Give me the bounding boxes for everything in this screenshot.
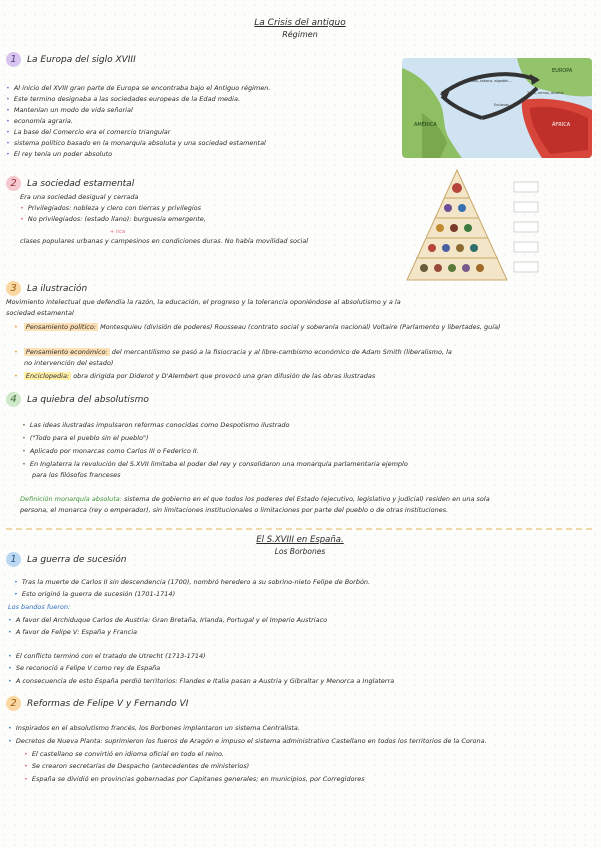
s3-item-3: no intervención del estado) — [24, 359, 114, 367]
s5-bando-2: • A favor de Felipe V: España y Francia — [8, 628, 137, 637]
section-number: 1 — [6, 552, 21, 567]
s5-after-2: • Se reconoció a Felipe V como rey de España — [8, 664, 160, 673]
section-title: La sociedad estamental — [27, 179, 135, 189]
section-title: Reformas de Felipe V y Fernando VI — [27, 699, 189, 709]
section-number: 2 — [6, 176, 21, 191]
definition-label: Definición monarquía absoluta: — [20, 495, 122, 503]
triangular-trade-map — [402, 58, 592, 158]
s3-line-2: sociedad estamental — [6, 309, 74, 317]
section-title: La Europa del siglo XVIII — [27, 55, 136, 65]
section-number: 1 — [6, 52, 21, 67]
s4-definition-cont: persona, el monarca (rey o emperador), sin limitaciones institucionales o limitaciones por parte del pueblo o de otras instituciones. — [20, 506, 449, 514]
s2-note: + rica — [110, 229, 126, 235]
s3-item-4 — [14, 372, 375, 381]
section-6-heading — [6, 696, 188, 712]
section-5-heading — [6, 552, 127, 568]
map-label-europa: EUROPA — [552, 68, 573, 74]
s3-line-1: Movimiento intelectual que defendía la razón, la educación, el progreso y la tolerancia oponiéndose al absolutismo y a la — [6, 298, 401, 306]
s6-line-5: • España se dividió en provincias gobernadas por Capitanes generales; en municipios, por Corregidores — [24, 775, 365, 784]
item-label: Pensamiento político: — [25, 323, 96, 331]
s1-line-4: • economía agraria. — [6, 117, 73, 126]
section-number: 4 — [6, 392, 21, 407]
s3-item-2 — [14, 348, 452, 357]
s4-line-5: para los filósofos franceses — [32, 471, 121, 479]
item-text: del mercantilismo se pasó a la fisiocracia y al libre-cambismo económico de Adam Smith (liberalismo, la — [111, 348, 452, 356]
section-title: La guerra de sucesión — [27, 555, 127, 565]
s1-line-1: • Al inicio del XVIII gran parte de Europa se encontraba bajo el Antiguo régimen. — [6, 84, 270, 93]
part-2-line-2: Los Borbones — [274, 547, 326, 556]
s1-line-5: • La base del Comercio era el comercio triangular — [6, 128, 170, 137]
pyramid-graphic — [402, 168, 572, 286]
s6-line-1: • Inspirados en el absolutismo francés, los Borbones implantaron un sistema Centralista. — [8, 724, 300, 733]
s5-after-3: • A consecuencia de esto España perdió territorios: Flandes e Italia pasan a Austria y Gibraltar y Menorca a Inglaterra — [8, 677, 394, 686]
s4-line-1: • Las ideas ilustradas impulsaron reformas conocidas como Despotismo ilustrado — [22, 421, 289, 430]
title-line-2: Régimen — [282, 30, 318, 39]
item-text: obra dirigida por Diderot y D'Alembert que provocó una gran difusión de las obras ilustradas — [73, 372, 376, 380]
item-text: Montesquieu (división de poderes) Rousseau (contrato social y soberanía nacional) Voltaire (Parlamento y libertades, guía) — [100, 323, 501, 331]
section-4-heading — [6, 392, 149, 408]
map-label-africa: ÁFRICA — [552, 122, 571, 128]
definition-text: sistema de gobierno en el que todos los poderes del Estado (ejecutivo, legislativo y judicial) residen en una sola — [124, 495, 490, 503]
s1-line-6: • sistema político basado en la monarquía absoluta y una sociedad estamental — [6, 139, 266, 148]
s2-line-1: Era una sociedad desigual y cerrada — [20, 193, 139, 201]
s5-line-2: • Esto originó la guerra de sucesión (1701-1714) — [14, 590, 175, 599]
section-title: La quiebra del absolutismo — [27, 395, 149, 405]
s6-line-3: • El castellano se convirtió en idioma oficial en todo el reino. — [24, 750, 224, 759]
page-title — [200, 18, 400, 40]
section-divider — [6, 528, 595, 530]
map-label-america: AMÉRICA — [414, 122, 437, 128]
section-3-heading — [6, 281, 87, 297]
s5-line-1: • Tras la muerte de Carlos II sin descendencia (1700), nombró heredero a su sobrino-nieto Felipe de Borbón. — [14, 578, 370, 587]
s1-line-7: • El rey tenía un poder absoluto — [6, 150, 112, 159]
s4-line-4: • En Inglaterra la revolución del S.XVII limitaba el poder del rey y consolidaron una monarquía parlamentaria ejemplo — [22, 460, 408, 469]
s6-line-2: • Decretos de Nueva Planta: suprimieron los fueros de Aragón e impuso el sistema administrativo Castellano en todos los territorios de la Corona. — [8, 737, 487, 746]
item-label: Pensamiento económico: — [25, 348, 108, 356]
s2-line-4: clases populares urbanas y campesinos en condiciones duras. No había movilidad social — [20, 237, 309, 245]
map-arrow-mid-label: Esclavos — [494, 103, 510, 107]
s5-after-1: • El conflicto terminó con el tratado de Utrecht (1713-1714) — [8, 652, 206, 661]
s2-line-3: • No privilegiados: (estado llano): burguesía emergente, — [20, 215, 206, 224]
section-1-heading — [6, 52, 136, 68]
s1-line-3: • Mantenían un modo de vida señorial — [6, 106, 133, 115]
part-2-line-1: El S.XVIII en España. — [256, 535, 344, 545]
s4-definition — [20, 495, 490, 504]
title-line-1: La Crisis del antiguo — [254, 18, 346, 28]
s1-line-2: • Este termino designaba a las sociedades europeas de la Edad media. — [6, 95, 240, 104]
social-pyramid-diagram — [402, 168, 572, 286]
s5-bando-1: • A favor del Archiduque Carlos de Austria: Gran Bretaña, Irlanda, Portugal y el Imperio Austriaco — [8, 616, 327, 625]
s6-line-4: • Se crearon secretarías de Despacho (antecedentes de ministerios) — [24, 762, 249, 771]
map-graphic — [402, 58, 592, 158]
s2-line-2: • Privilegiados: nobleza y clero con tierras y privilegios — [20, 204, 201, 213]
item-label: Enciclopedia: — [25, 372, 70, 380]
s4-line-3: • Aplicado por monarcas como Carlos III o Federico II. — [22, 447, 199, 456]
section-number: 2 — [6, 696, 21, 711]
section-2-heading — [6, 176, 134, 192]
s4-line-2: • ("Todo para el pueblo sin el pueblo") — [22, 434, 149, 443]
section-title: La ilustración — [27, 284, 88, 294]
map-arrow-top-label: Bebidas, tabaco, algodón... — [464, 79, 512, 83]
s3-item-1 — [14, 323, 501, 332]
map-arrow-right-label: Telas, armas, alcohol — [527, 91, 564, 95]
s5-bandos-title: Los bandos fueron: — [8, 603, 71, 611]
part-2-title — [200, 535, 400, 557]
section-number: 3 — [6, 281, 21, 296]
